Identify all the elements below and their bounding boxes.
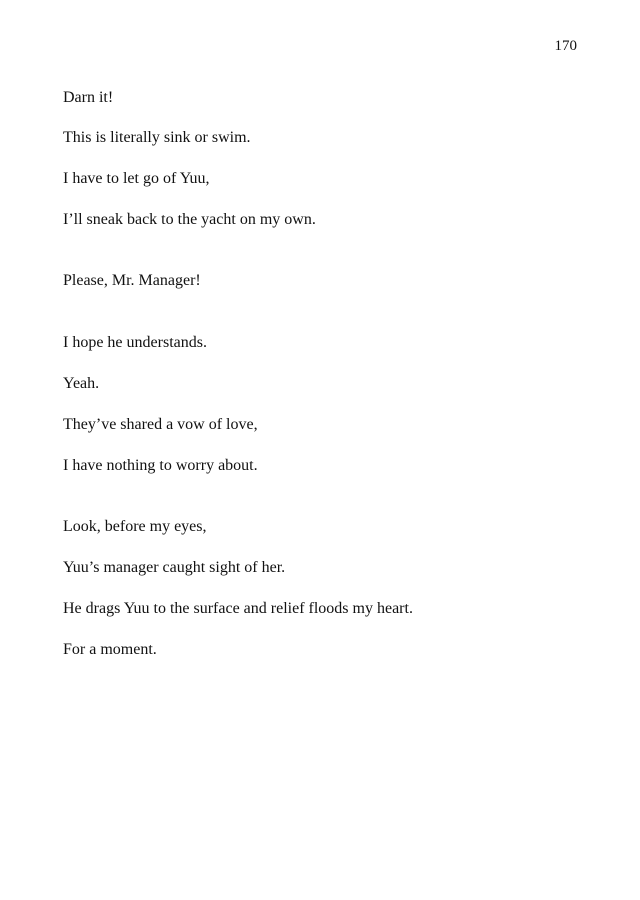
text-line: Yeah. <box>63 375 100 392</box>
text-line: I have to let go of Yuu, <box>63 170 210 187</box>
text-line: For a moment. <box>63 641 157 658</box>
text-line: He drags Yuu to the surface and relief floods my heart. <box>63 600 413 617</box>
text-line: Darn it! <box>63 89 114 106</box>
text-line: Yuu’s manager caught sight of her. <box>63 559 286 576</box>
text-line: They’ve shared a vow of love, <box>63 416 258 433</box>
text-line: Please, Mr. Manager! <box>63 272 201 289</box>
text-line: Look, before my eyes, <box>63 518 207 535</box>
text-line: I hope he understands. <box>63 334 207 351</box>
text-line: I have nothing to worry about. <box>63 457 258 474</box>
page-number: 170 <box>554 38 577 54</box>
text-line: This is literally sink or swim. <box>63 129 251 146</box>
text-line: I’ll sneak back to the yacht on my own. <box>63 211 316 228</box>
